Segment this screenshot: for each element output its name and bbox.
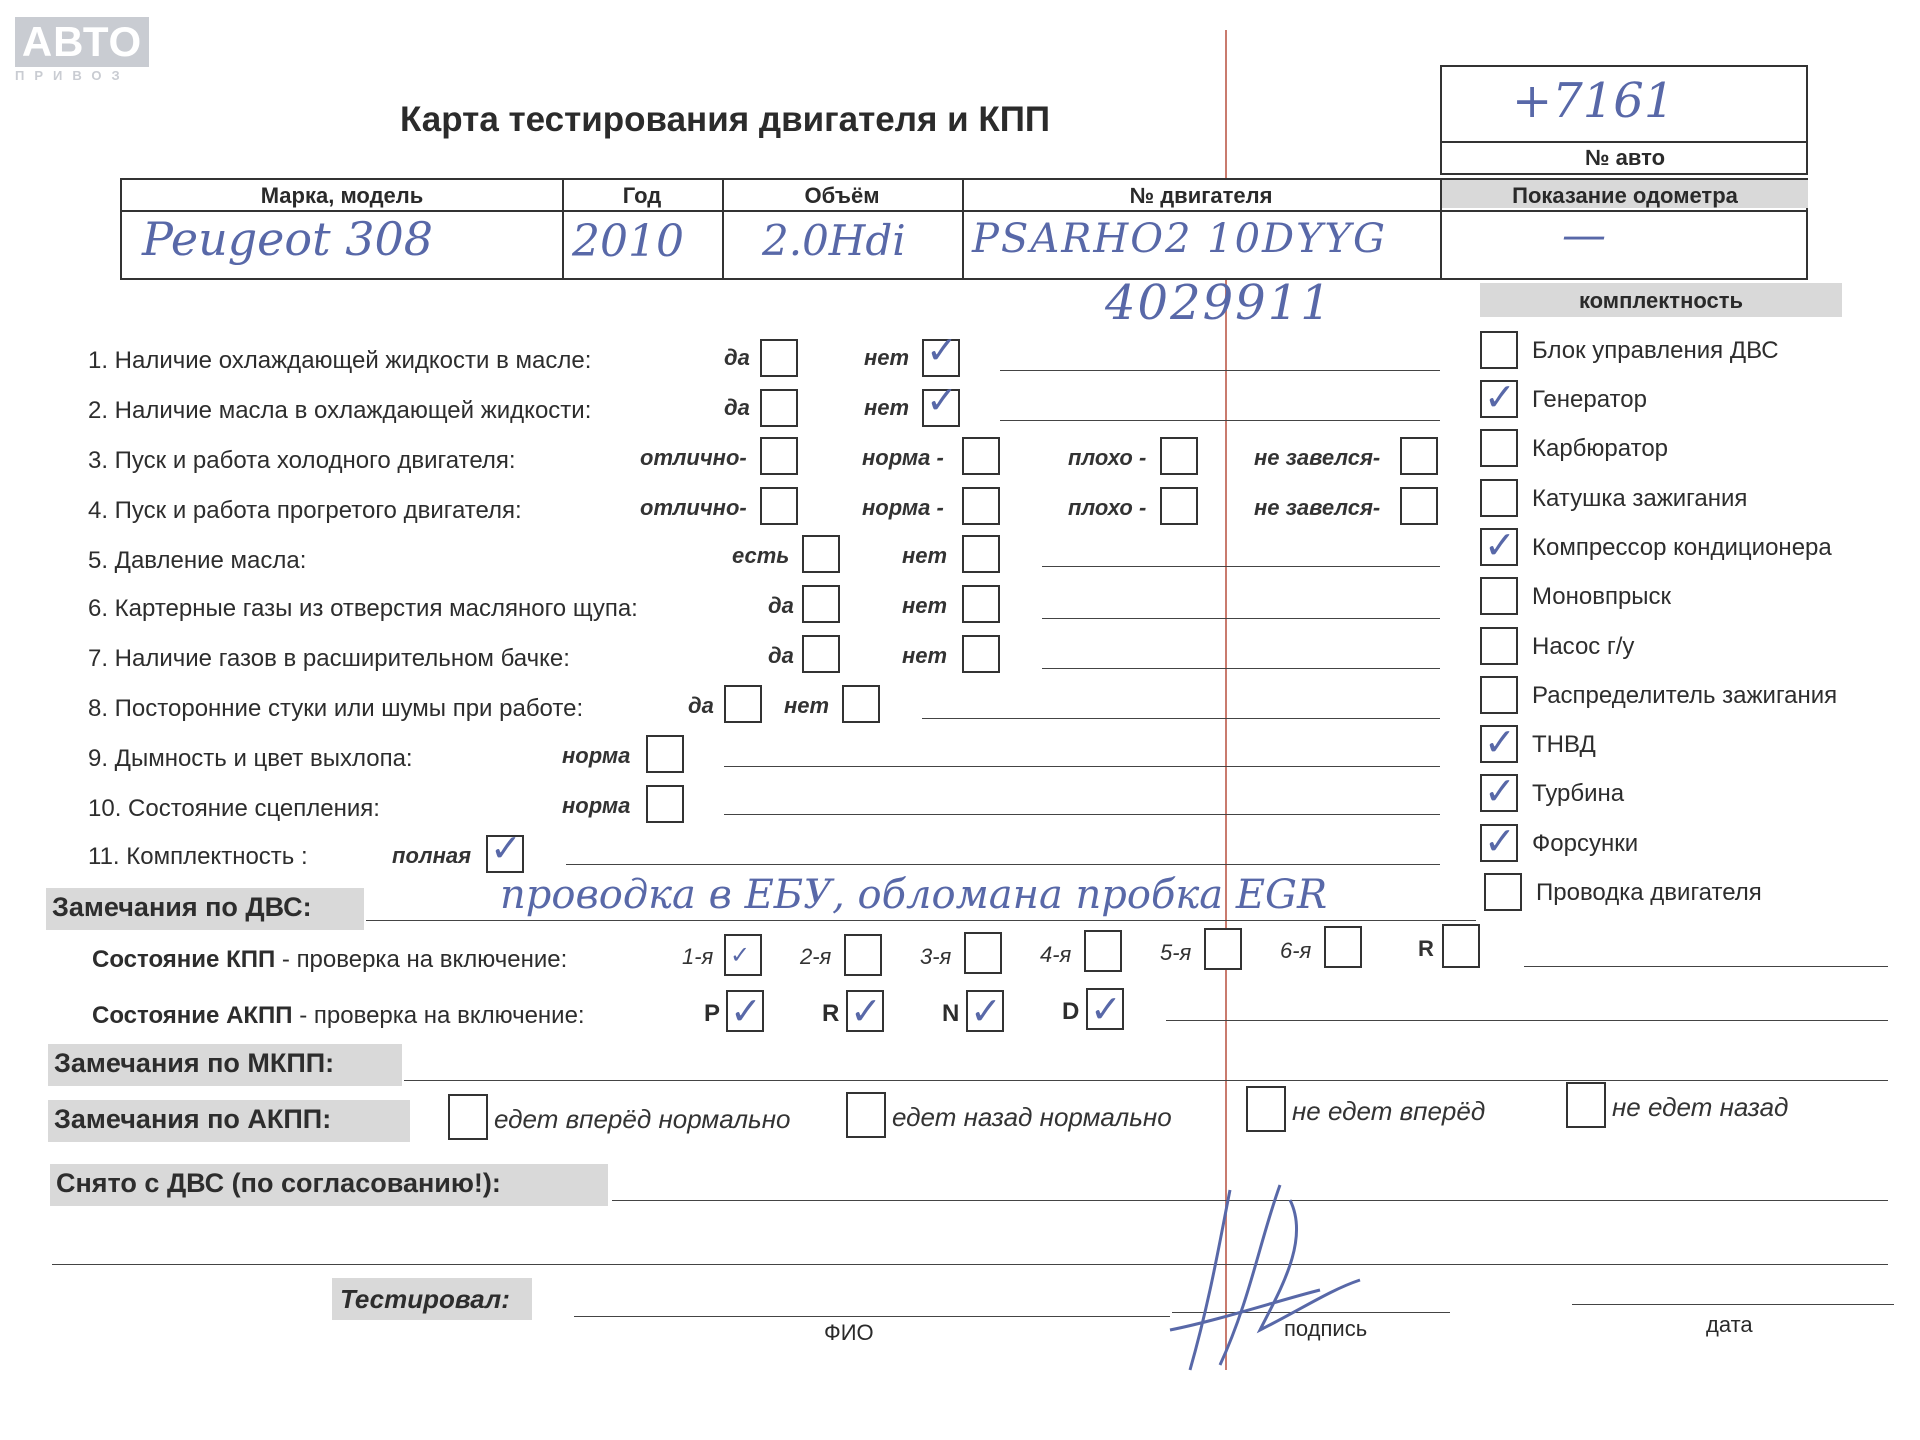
akpp-mode-d-label: D — [1062, 998, 1080, 1025]
q5-yes-checkbox[interactable] — [802, 535, 840, 573]
q2-label: 2. Наличие масла в охлаждающей жидкости: — [88, 397, 592, 424]
q3-bad-checkbox[interactable] — [1160, 437, 1198, 475]
kit-generator-checkbox[interactable] — [1480, 375, 1518, 419]
fio-label: ФИО — [824, 1320, 874, 1345]
q9-opt-normal: норма — [562, 743, 631, 768]
logo: АВТО — [15, 17, 149, 67]
kpp-gear-6-checkbox[interactable] — [1324, 926, 1362, 968]
kit-distributor-label: Распределитель зажигания — [1532, 682, 1838, 709]
q7-opt-no: нет — [902, 643, 948, 668]
q1-no-checkbox[interactable] — [922, 328, 960, 377]
q11-full-checkbox[interactable] — [486, 826, 524, 873]
remarks-akpp-label: Замечания по АКПП: — [54, 1104, 332, 1134]
kpp-gear-5-label: 5-я — [1160, 940, 1192, 965]
header-year: Год — [622, 183, 662, 208]
kit-injectors-checkbox[interactable] — [1480, 819, 1518, 863]
akpp-label — [92, 1002, 585, 1030]
kit-mono-injection-label: Моновпрыск — [1532, 583, 1672, 610]
check-mark: ✓ — [1484, 819, 1516, 863]
akpp-no-forward-label: не едет вперёд — [1292, 1096, 1486, 1126]
q7-opt-yes: да — [768, 643, 794, 668]
tested-label: Тестировал: — [340, 1284, 510, 1314]
q5-label: 5. Давление масла: — [88, 547, 307, 574]
q4-bad-checkbox[interactable] — [1160, 487, 1198, 525]
kpp-gear-3-label: 3-я — [920, 944, 952, 969]
value-make-model: Peugeot 308 — [142, 212, 434, 266]
kpp-gear-1-label: 1-я — [682, 944, 714, 969]
kit-mono-injection-checkbox[interactable] — [1480, 577, 1518, 615]
kpp-label-bold: Состояние КПП — [92, 946, 276, 973]
value-volume: 2.0Hdi — [762, 216, 906, 265]
header-odometer: Показание одометра — [1512, 183, 1738, 208]
kpp-gear-r-checkbox[interactable] — [1442, 924, 1480, 968]
q7-label: 7. Наличие газов в расширительном бачке: — [88, 645, 570, 672]
akpp-mode-n-checkbox[interactable] — [966, 990, 1004, 1032]
kit-injection-pump-label: ТНВД — [1532, 731, 1596, 758]
check-mark: ✓ — [1484, 769, 1516, 813]
akpp-mode-r-label: R — [822, 1000, 840, 1027]
q3-opt-bad: плохо - — [1068, 445, 1147, 470]
value-year: 2010 — [572, 216, 684, 267]
auto-number-box — [1440, 65, 1808, 175]
check-mark: ✓ — [850, 989, 882, 1033]
q3-excellent-checkbox[interactable] — [760, 437, 798, 475]
value-odometer: — — [1562, 210, 1606, 261]
q9-label: 9. Дымность и цвет выхлопа: — [88, 745, 413, 772]
header-volume: Объём — [804, 183, 880, 208]
q6-label: 6. Картерные газы из отверстия масляного щупа: — [88, 595, 638, 622]
q1-opt-yes: да — [724, 345, 750, 370]
kit-ps-pump-label: Насос г/у — [1532, 633, 1635, 660]
kpp-label-rest: - проверка на включение: — [275, 946, 568, 973]
akpp-backward-ok-label: едет назад нормально — [892, 1102, 1172, 1132]
kpp-gear-3-checkbox[interactable] — [964, 932, 1002, 974]
q3-opt-normal: норма - — [862, 445, 944, 470]
header-make-model: Марка, модель — [260, 183, 424, 208]
check-mark: ✓ — [926, 378, 958, 422]
kpp-label — [92, 946, 567, 974]
kit-ecu-checkbox[interactable] — [1480, 331, 1518, 369]
q6-opt-no: нет — [902, 593, 948, 618]
q1-label: 1. Наличие охлаждающей жидкости в масле: — [88, 347, 592, 374]
q11-opt-full: полная — [392, 843, 472, 868]
q7-yes-checkbox[interactable] — [802, 635, 840, 673]
logo-subtitle: ПРИВОЗ — [15, 68, 130, 83]
q5-no-checkbox[interactable] — [962, 535, 1000, 573]
check-mark: ✓ — [730, 941, 751, 969]
kit-ps-pump-checkbox[interactable] — [1480, 627, 1518, 665]
q4-normal-checkbox[interactable] — [962, 487, 1000, 525]
kit-engine-wiring-label: Проводка двигателя — [1536, 879, 1762, 906]
q3-opt-excellent: отлично- — [640, 445, 747, 470]
q2-no-checkbox[interactable] — [922, 378, 960, 427]
signature-image — [1160, 1180, 1380, 1380]
kpp-gear-6-label: 6-я — [1280, 938, 1312, 963]
vehicle-table — [120, 178, 1808, 280]
remarks-dvs-label: Замечания по ДВС: — [52, 892, 312, 922]
akpp-mode-n-label: N — [942, 1000, 960, 1027]
q5-opt-no: нет — [902, 543, 948, 568]
akpp-backward-ok-checkbox[interactable] — [846, 1092, 886, 1138]
akpp-no-backward-label: не едет назад — [1612, 1092, 1789, 1122]
remarks-mkpp-label: Замечания по МКПП: — [54, 1048, 335, 1078]
check-mark: ✓ — [1484, 375, 1516, 419]
check-mark: ✓ — [1090, 987, 1122, 1031]
kit-turbo-checkbox[interactable] — [1480, 769, 1518, 813]
q2-yes-checkbox[interactable] — [760, 389, 798, 427]
q1-yes-checkbox[interactable] — [760, 339, 798, 377]
kpp-gear-2-checkbox[interactable] — [844, 934, 882, 976]
engine-number-extra: 4029911 — [1105, 275, 1333, 331]
q4-opt-excellent: отлично- — [640, 495, 747, 520]
q8-label: 8. Посторонние стуки или шумы при работе: — [88, 695, 584, 722]
header-engine-number: № двигателя — [1129, 183, 1273, 208]
kit-ignition-coil-label: Катушка зажигания — [1532, 485, 1748, 512]
check-mark: ✓ — [926, 328, 958, 372]
kpp-gear-1-checkbox[interactable] — [724, 934, 762, 976]
q6-no-checkbox[interactable] — [962, 585, 1000, 623]
kpp-gear-r-label: R — [1418, 936, 1434, 961]
check-mark: ✓ — [1484, 720, 1516, 764]
signature-label: подпись — [1284, 1316, 1368, 1341]
kit-generator-label: Генератор — [1532, 386, 1647, 413]
kit-carburetor-checkbox[interactable] — [1480, 429, 1518, 467]
akpp-label-rest: - проверка на включение: — [292, 1002, 585, 1029]
q9-normal-checkbox[interactable] — [646, 735, 684, 773]
q10-opt-normal: норма — [562, 793, 631, 818]
q3-label: 3. Пуск и работа холодного двигателя: — [88, 447, 516, 474]
q1-opt-no: нет — [864, 345, 910, 370]
akpp-mode-p-label: P — [704, 1000, 721, 1027]
page-title: Карта тестирования двигателя и КПП — [400, 100, 1051, 139]
kit-injection-pump-checkbox[interactable] — [1480, 720, 1518, 764]
removed-label: Снято с ДВС (по согласованию!): — [56, 1168, 501, 1198]
kit-ecu-label: Блок управления ДВС — [1532, 337, 1779, 364]
q11-label: 11. Комплектность : — [88, 843, 308, 870]
akpp-mode-r-checkbox[interactable] — [846, 990, 884, 1032]
kpp-gear-5-checkbox[interactable] — [1204, 928, 1242, 970]
check-mark: ✓ — [490, 826, 522, 870]
kit-ac-compressor-checkbox[interactable] — [1480, 523, 1518, 567]
check-mark: ✓ — [1484, 523, 1516, 567]
akpp-forward-ok-checkbox[interactable] — [448, 1094, 488, 1140]
kit-engine-wiring-checkbox[interactable] — [1484, 873, 1522, 911]
auto-number-label: № авто — [1584, 145, 1666, 170]
q10-normal-checkbox[interactable] — [646, 785, 684, 823]
q3-no-start-checkbox[interactable] — [1400, 437, 1438, 475]
q8-opt-no: нет — [784, 693, 830, 718]
q8-opt-yes: да — [688, 693, 714, 718]
q4-excellent-checkbox[interactable] — [760, 487, 798, 525]
akpp-no-backward-checkbox[interactable] — [1566, 1082, 1606, 1128]
q6-yes-checkbox[interactable] — [802, 585, 840, 623]
kpp-gear-2-label: 2-я — [800, 944, 832, 969]
kpp-gear-4-label: 4-я — [1040, 942, 1072, 967]
q3-normal-checkbox[interactable] — [962, 437, 1000, 475]
kpp-gear-4-checkbox[interactable] — [1084, 930, 1122, 972]
q6-opt-yes: да — [768, 593, 794, 618]
akpp-mode-p-checkbox[interactable] — [726, 990, 764, 1032]
auto-number-value: +7161 — [1512, 73, 1675, 129]
kit-injectors-label: Форсунки — [1532, 830, 1639, 857]
value-engine-number: PSARHO2 10DYYG — [972, 216, 1387, 262]
akpp-mode-d-checkbox[interactable] — [1086, 988, 1124, 1030]
akpp-forward-ok-label: едет вперёд нормально — [494, 1104, 791, 1134]
akpp-no-forward-checkbox[interactable] — [1246, 1086, 1286, 1132]
date-label: дата — [1706, 1312, 1753, 1337]
q4-opt-bad: плохо - — [1068, 495, 1147, 520]
q2-opt-yes: да — [724, 395, 750, 420]
kit-title: комплектность — [1578, 288, 1744, 313]
akpp-label-bold: Состояние АКПП — [92, 1002, 293, 1029]
kit-ac-compressor-label: Компрессор кондиционера — [1532, 534, 1832, 561]
q8-yes-checkbox[interactable] — [724, 685, 762, 723]
kit-ignition-coil-checkbox[interactable] — [1480, 479, 1518, 517]
kit-distributor-checkbox[interactable] — [1480, 676, 1518, 714]
q10-label: 10. Состояние сцепления: — [88, 795, 380, 822]
check-mark: ✓ — [970, 989, 1002, 1033]
q4-opt-no-start: не завелся- — [1254, 495, 1381, 520]
q2-opt-no: нет — [864, 395, 910, 420]
q5-opt-yes: есть — [732, 543, 790, 568]
check-mark: ✓ — [730, 989, 762, 1033]
q4-label: 4. Пуск и работа прогретого двигателя: — [88, 497, 522, 524]
q4-opt-normal: норма - — [862, 495, 944, 520]
kit-turbo-label: Турбина — [1532, 780, 1625, 807]
q7-no-checkbox[interactable] — [962, 635, 1000, 673]
q8-no-checkbox[interactable] — [842, 685, 880, 723]
kit-carburetor-label: Карбюратор — [1532, 435, 1669, 462]
remarks-dvs-value: проводка в ЕБУ, обломана пробка ЕGR — [500, 872, 1328, 918]
q3-opt-no-start: не завелся- — [1254, 445, 1381, 470]
q4-no-start-checkbox[interactable] — [1400, 487, 1438, 525]
